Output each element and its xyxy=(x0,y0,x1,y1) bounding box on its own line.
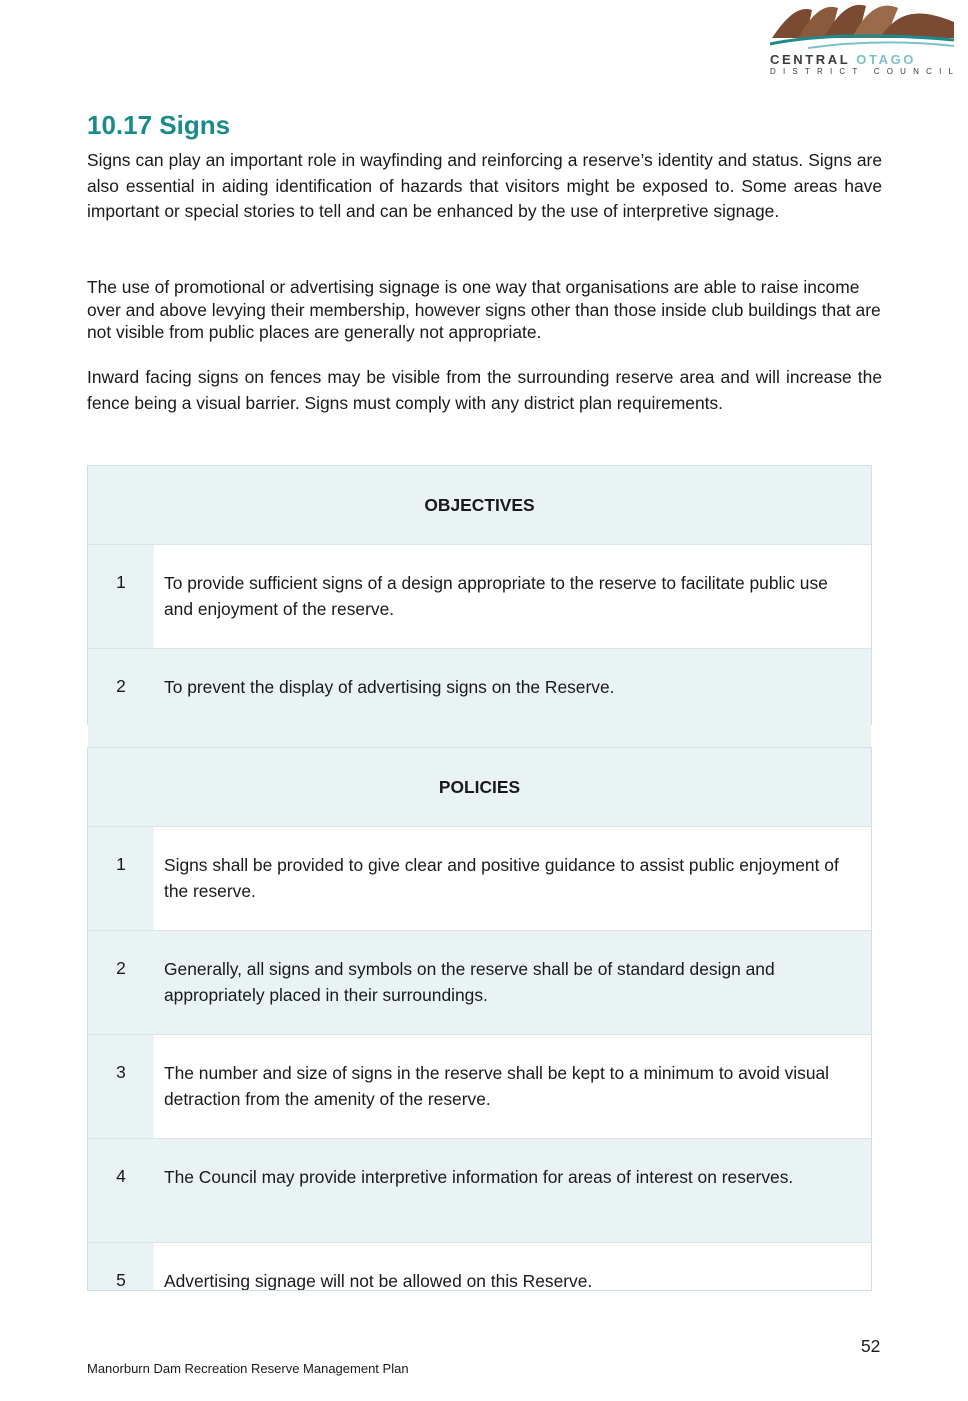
objectives-table xyxy=(87,465,872,725)
row-text: Signs shall be provided to give clear and positive guidance to assist public enjoyment of the reserve. xyxy=(154,827,871,930)
table-row xyxy=(88,545,871,649)
logo-subtitle: DISTRICT COUNCIL xyxy=(770,67,961,76)
document-footer-title: Manorburn Dam Recreation Reserve Management Plan xyxy=(87,1361,409,1376)
logo-word-central: CENTRAL xyxy=(770,52,851,67)
table-row xyxy=(88,1035,871,1139)
row-number: 4 xyxy=(88,1139,154,1242)
table-row xyxy=(88,931,871,1035)
row-number: 3 xyxy=(88,1035,154,1138)
row-number: 5 xyxy=(88,1243,154,1291)
advertising-paragraph: The use of promotional or advertising signage is one way that organisations are able to raise income over and above levying their membership, however signs other than those inside club buildings that are not visible from public places are generally not appropriate. xyxy=(87,277,881,342)
hills-logo-icon xyxy=(768,0,956,50)
row-text: Advertising signage will not be allowed on this Reserve. xyxy=(154,1243,871,1291)
row-number: 2 xyxy=(88,931,154,1034)
row-text: To prevent the display of advertising signs on the Reserve. xyxy=(154,649,871,752)
row-text: The Council may provide interpretive information for areas of interest on reserves. xyxy=(154,1139,871,1242)
table-row xyxy=(88,1243,871,1291)
row-number: 1 xyxy=(88,827,154,930)
council-logo xyxy=(768,0,961,80)
fence-signs-paragraph: Inward facing signs on fences may be visible from the surrounding reserve area and will increase the fence being a visual barrier. Signs must comply with any district plan requirements. xyxy=(87,367,882,413)
table-row xyxy=(88,1139,871,1243)
logo-word-otago: OTAGO xyxy=(856,52,916,67)
policies-heading: POLICIES xyxy=(88,748,871,827)
page-number: 52 xyxy=(861,1336,881,1356)
row-text: The number and size of signs in the reserve shall be kept to a minimum to avoid visual detraction from the amenity of the reserve. xyxy=(154,1035,871,1138)
row-text: Generally, all signs and symbols on the reserve shall be of standard design and appropriately placed in their surroundings. xyxy=(154,931,871,1034)
row-number: 1 xyxy=(88,545,154,648)
table-row xyxy=(88,827,871,931)
table-row xyxy=(88,649,871,752)
objectives-heading: OBJECTIVES xyxy=(88,466,871,545)
intro-paragraph: Signs can play an important role in wayfinding and reinforcing a reserve’s identity and status. Signs are also essential in aiding identification of hazards that visitors might be exposed to. Some areas have important or special stories to tell and can be enhanced by the use of interpretive signage. xyxy=(87,150,882,222)
row-text: To provide sufficient signs of a design appropriate to the reserve to facilitate public use and enjoyment of the reserve. xyxy=(154,545,871,648)
policies-table xyxy=(87,747,872,1291)
row-number: 2 xyxy=(88,649,154,752)
section-title: 10.17 Signs xyxy=(87,110,231,140)
